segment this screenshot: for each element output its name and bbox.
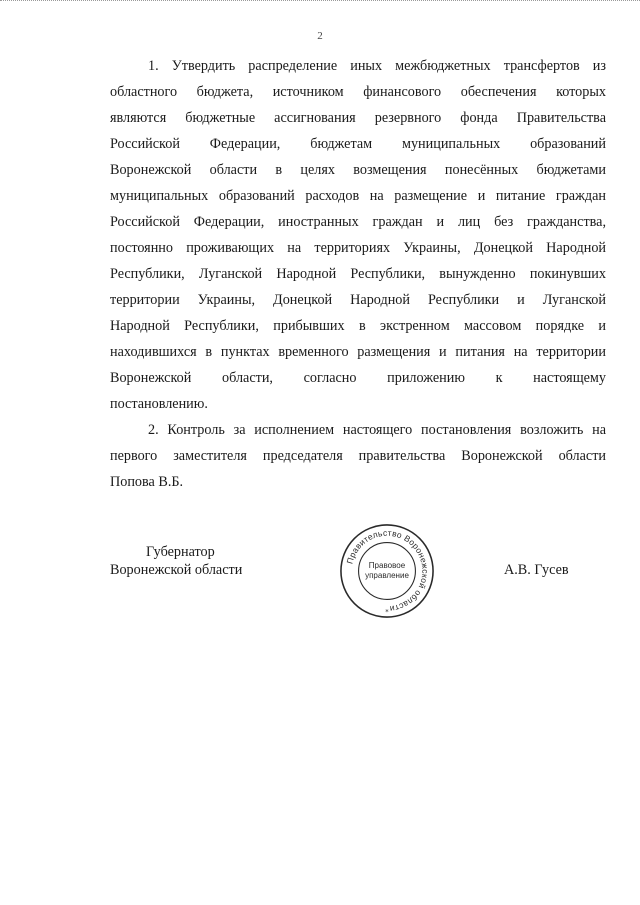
signatory-title: [110, 543, 242, 579]
seal-ring-text: Правительство Воронежской области: [344, 527, 431, 615]
text-line: Российской Федерации, иностранных граждан и лиц без гражданства,: [110, 214, 606, 230]
official-seal-stamp: [338, 522, 436, 620]
paragraph-2: [110, 417, 606, 495]
page-top-border: [0, 0, 640, 1]
text-line: Попова В.Б.: [110, 474, 184, 490]
seal-center-line-1: Правовое: [368, 561, 406, 571]
signatory-position: Губернатор: [146, 544, 215, 560]
paragraph-1: [110, 53, 606, 417]
text-line: Республики, Луганской Народной Республики, вынужденно покинувших: [110, 266, 606, 282]
page-number: 2: [317, 30, 323, 42]
seal-center-line-2: управление: [365, 570, 409, 580]
text-line: 1. Утвердить распределение иных межбюджетных трансфертов из: [148, 58, 606, 74]
text-line: постановлению.: [110, 396, 208, 412]
signatory-name: А.В. Гусев: [504, 562, 569, 578]
text-line: 2. Контроль за исполнением настоящего постановления возложить на: [148, 422, 606, 438]
document-body: [110, 53, 606, 495]
signatory-region: Воронежской области: [110, 562, 243, 578]
text-line: находившихся в пунктах временного размещения и питания на территории: [110, 344, 606, 360]
text-line: муниципальных образований расходов на размещение и питание граждан: [110, 188, 606, 204]
text-line: постоянно проживающих на территориях Украины, Донецкой Народной: [110, 240, 606, 256]
signature-block: [0, 527, 640, 630]
text-line: первого заместителя председателя правительства Воронежской области: [110, 448, 606, 464]
text-line: Воронежской области, согласно приложению к настоящему: [110, 370, 606, 386]
seal-star-icon: *: [385, 608, 389, 617]
text-line: Народной Республики, прибывших в экстренном массовом порядке и: [110, 318, 606, 334]
text-line: являются бюджетные ассигнования резервного фонда Правительства: [110, 110, 606, 126]
text-line: Российской Федерации, бюджетам муниципальных образований: [110, 136, 606, 152]
text-line: территории Украины, Донецкой Народной Республики и Луганской: [110, 292, 606, 308]
text-line: Воронежской области в целях возмещения понесённых бюджетами: [110, 162, 606, 178]
text-line: областного бюджета, источником финансового обеспечения которых: [110, 84, 606, 100]
